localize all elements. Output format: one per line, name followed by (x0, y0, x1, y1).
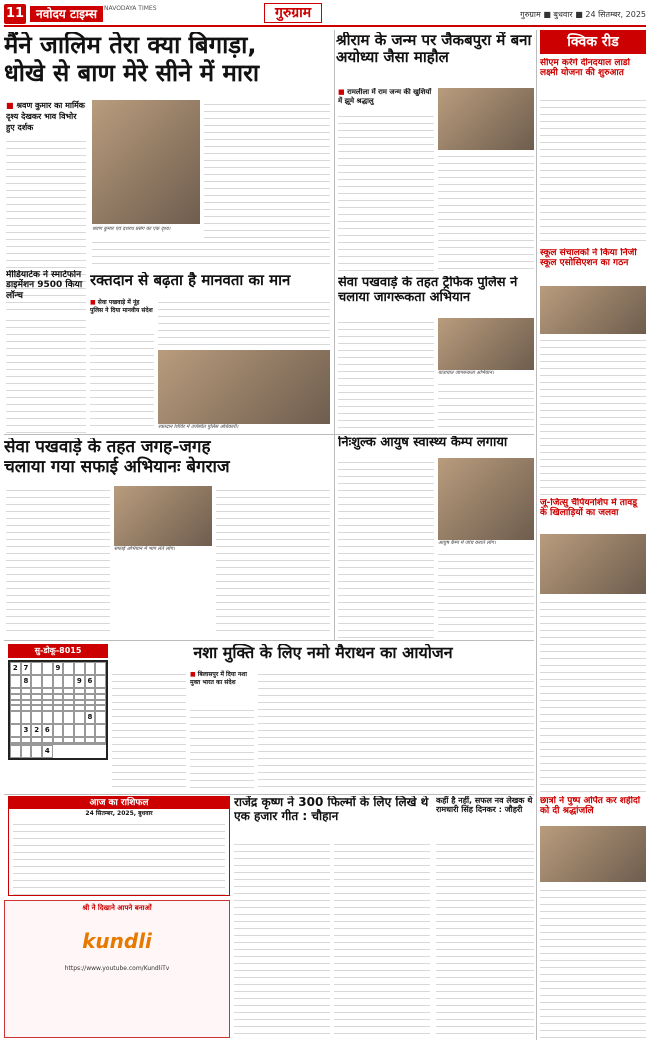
rajendra-text1 (234, 840, 330, 1038)
ayush-photo (438, 458, 534, 540)
sudoku-cell (95, 711, 106, 724)
sudoku-cell (74, 724, 85, 737)
traffic-caption: यातायात जागरूकता अभियान। (438, 370, 494, 376)
lead-photo (92, 100, 200, 224)
traffic-photo (438, 318, 534, 370)
shriram-text-col2 (438, 152, 534, 272)
quick-item-2: स्कूल संचालकों ने किया निजी स्कूल एसोसिएशन का गठन (540, 248, 637, 269)
shriram-photo (438, 88, 534, 150)
quick-photo-4 (540, 826, 646, 882)
quick-read-label: क्विक रीड (540, 30, 646, 54)
kundli-logo: kundli (82, 929, 152, 953)
ayush-headline: निःशुल्क आयुष स्वास्थ्य कैम्प लगाया (338, 436, 508, 450)
sudoku-cell: 2 (31, 724, 42, 737)
dinkar-headline: कहीं है नहीं, सफल नव लेखक थे रामधारी सिंह दिनकर : जौहरी (436, 796, 533, 815)
sudoku-cell: 3 (21, 724, 32, 737)
sudoku-cell (63, 711, 74, 724)
dinkar-text (436, 840, 534, 1038)
shriram-headline: श्रीराम के जन्म पर जैकबपुरा में बना अयोध्या जैसा माहौल (336, 32, 532, 67)
rashifal-date: 24 सितम्बर, 2025, बुधवार (85, 810, 153, 817)
rajendra-text2 (334, 840, 430, 1038)
quick-item-1: सीएम करेंगे दीनदयाल लाडो लक्ष्मी योजना की शुरुआत (540, 58, 630, 79)
sudoku-cell (95, 662, 106, 675)
mediatek-headline: मीडियाटेक ने स्मार्टफोन डाइमेंशन 9500 किया लॉन्च (6, 270, 83, 301)
sudoku-cell (85, 743, 96, 745)
shriram-subhead: ■ रामलीला में राम जन्म की खुशियों में झूमे श्रद्धालु (338, 88, 434, 110)
sudoku-cell (63, 662, 74, 675)
blood-text2 (158, 298, 330, 348)
sudoku-cell: 7 (21, 662, 32, 675)
marathon-text1 (190, 706, 254, 790)
sudoku-cell (95, 675, 106, 688)
brand-logo: नवोदय टाइम्स (30, 6, 103, 22)
sudoku-cell: 2 (10, 662, 21, 675)
sudoku-cell (21, 745, 32, 758)
sudoku-cell: 6 (42, 724, 53, 737)
sudoku-cell (42, 675, 53, 688)
sudoku-cell (31, 745, 42, 758)
lead-text-bottom (92, 238, 330, 268)
quick-item-3: जू-जित्सु चैंपियनशिप में तावडू के खिलाड़ियों का जलवा (540, 498, 638, 519)
sudoku-cell (31, 711, 42, 724)
sudoku-hints (112, 670, 186, 790)
sudoku-cell (42, 662, 53, 675)
cleanliness-headline: सेवा पखवाड़े के तहत जगह-जगह चलाया गया सफाई अभियानः बेगराज (4, 438, 230, 477)
ayush-text2 (438, 550, 534, 638)
sudoku-cell: 8 (85, 711, 96, 724)
cleanliness-photo (114, 486, 212, 546)
blood-caption: रक्तदान शिविर में उपस्थित पुलिस अधिकारी। (158, 424, 239, 430)
quick-item-4: छात्रों ने पुष्प अर्पित कर शहीदों को दी श्रद्धांजलि (540, 796, 641, 817)
sudoku-title: सु-डोकू-8015 (8, 644, 108, 658)
sudoku-cell (21, 711, 32, 724)
sudoku-cell (10, 724, 21, 737)
sudoku-cell (74, 711, 85, 724)
rajendra-headline: राजेंद्र कृष्ण ने 300 फिल्मों के लिए लिखे थे एक हजार गीत : चौहान (234, 796, 429, 823)
sudoku-cell (42, 711, 53, 724)
quick-text-4 (540, 886, 646, 1038)
sudoku-cell (95, 743, 106, 745)
sudoku-cell (95, 724, 106, 737)
marathon-subhead: ■ बिलासपुर में दिया नशा मुक्त भारत का संदेश (190, 670, 254, 704)
sudoku-cell (63, 743, 74, 745)
sudoku-cell (53, 743, 64, 745)
sudoku-cell (10, 711, 21, 724)
masthead (4, 3, 646, 27)
sudoku-cell (63, 724, 74, 737)
sudoku-cell: 9 (53, 662, 64, 675)
cleanliness-caption: सफाई अभियान में भाग लेते लोग। (114, 546, 175, 552)
lead-caption: श्रवण कुमार एवं दशरथ प्रसंग का एक दृश्य। (92, 226, 171, 232)
blood-headline: रक्तदान से बढ़ता है मानवता का मान (90, 272, 291, 289)
sudoku-cell (10, 745, 21, 758)
sudoku-cell (74, 662, 85, 675)
dateline: गुरुग्राम ■ बुधवार ■ 24 सितम्बर, 2025 (520, 10, 646, 19)
sudoku-cell: 8 (21, 675, 32, 688)
section-title: गुरुग्राम (264, 3, 322, 23)
sudoku-cell (53, 675, 64, 688)
lead-text (204, 100, 330, 240)
sudoku-cell (74, 743, 85, 745)
quick-photo-3 (540, 534, 646, 594)
blood-text1 (90, 330, 154, 430)
sudoku-cell (31, 675, 42, 688)
sudoku-cell (31, 662, 42, 675)
cleanliness-text2 (216, 486, 330, 636)
quick-text-2 (540, 336, 646, 496)
brand-sub: NAVODAYA TIMES (104, 5, 157, 12)
rashifal-title: आज का राशिफल (9, 797, 229, 809)
kundli-ad: श्री नेे दिखाने आपने बनाओं kundli https://www.youtube.com/KundliTv (4, 900, 230, 1038)
ayush-caption: आयुष कैम्प में जांच कराते लोग। (438, 540, 496, 546)
sudoku-cell: 4 (42, 745, 53, 758)
sudoku-cell (63, 675, 74, 688)
lead-column: ■ श्रवण कुमार का मार्मिक दृश्य देखकर भाव विभोर हुए दर्शक (6, 100, 86, 330)
blood-subhead: ■ सेवा पखवाड़े में नूंह पुलिस ने दिया मानवीय संदेश (90, 298, 154, 328)
sudoku-grid (8, 660, 108, 760)
quick-photo-2 (540, 286, 646, 334)
marathon-text2 (258, 670, 534, 790)
traffic-text1 (338, 318, 434, 430)
sudoku-cell: 6 (85, 675, 96, 688)
rashifal-box (8, 796, 230, 896)
marathon-headline: नशा मुक्ति के लिए नमो मैराथन का आयोजन (193, 644, 453, 662)
traffic-headline: सेवा पखवाड़े के तहत ट्रैफिक पुलिस ने चलाया जागरूकता अभियान (338, 276, 518, 305)
sudoku-cell (53, 724, 64, 737)
mediatek-text (6, 316, 86, 436)
blood-photo (158, 350, 330, 424)
ayush-text1 (338, 458, 434, 638)
kundli-link[interactable]: https://www.youtube.com/KundliTv (64, 965, 170, 972)
shriram-text-col1 (338, 112, 434, 272)
traffic-text2 (438, 380, 534, 430)
page-number: 11 (4, 4, 26, 24)
cleanliness-text1 (6, 486, 110, 636)
sudoku-cell (85, 724, 96, 737)
sudoku-cell (53, 711, 64, 724)
quick-text-3 (540, 598, 646, 794)
sudoku-cell: 9 (74, 675, 85, 688)
quick-text-1 (540, 96, 646, 246)
sudoku-cell (10, 675, 21, 688)
sudoku-cell (85, 662, 96, 675)
lead-headline: मैंने जालिम तेरा क्या बिगाड़ा, धोखे से बाण मेरे सीने में मारा (4, 32, 260, 87)
